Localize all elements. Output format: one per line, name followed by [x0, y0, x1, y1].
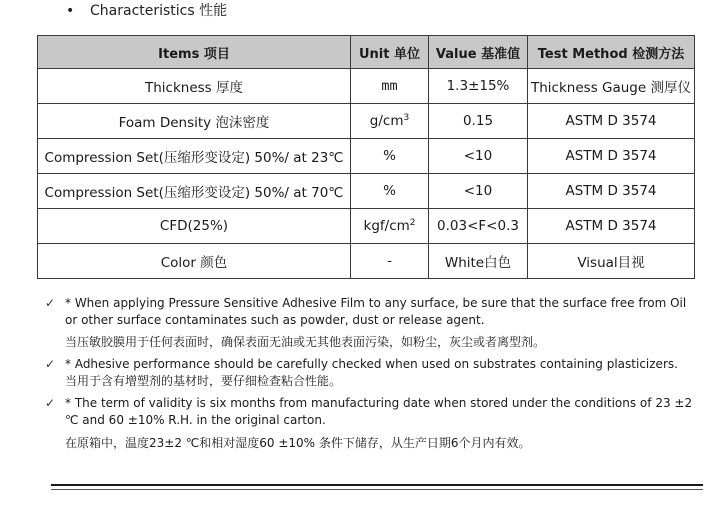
cell-value: 0.15 [429, 104, 528, 139]
section-heading [66, 1, 227, 21]
cell-item: Compression Set(压缩形变设定) 50%/ at 23℃ [38, 139, 351, 174]
cell-method: ASTM D 3574 [528, 174, 695, 209]
cell-item: Thickness 厚度 [38, 69, 351, 104]
cell-item: Compression Set(压缩形变设定) 50%/ at 70℃ [38, 174, 351, 209]
cell-unit: % [351, 174, 429, 209]
header-unit: Unit 单位 [351, 36, 429, 69]
table-header-row [38, 36, 695, 69]
header-test-method: Test Method 检测方法 [528, 36, 695, 69]
footer-divider-thin [51, 489, 703, 490]
cell-value: <10 [429, 139, 528, 174]
unit-superscript: 2 [409, 218, 416, 228]
table-row [38, 209, 695, 244]
cell-unit [351, 104, 429, 139]
cell-item: CFD(25%) [38, 209, 351, 244]
cell-method: ASTM D 3574 [528, 209, 695, 244]
cell-value: 1.3±15% [429, 69, 528, 104]
footer-divider [51, 484, 703, 486]
cell-method: ASTM D 3574 [528, 139, 695, 174]
table-row [38, 104, 695, 139]
cell-item: Foam Density 泡沫密度 [38, 104, 351, 139]
checkmark-icon: ✓ [45, 357, 56, 371]
note-chinese: 当用于含有增塑剂的基材时，要仔细检查粘合性能。 [65, 374, 342, 388]
cell-unit: - [351, 244, 429, 279]
cell-unit: % [351, 139, 429, 174]
cell-method: Thickness Gauge 测厚仪 [528, 69, 695, 104]
bullet-icon: • [66, 3, 75, 19]
notes-list [45, 295, 695, 452]
section-title: Characteristics 性能 [90, 3, 228, 19]
cell-value: White白色 [429, 244, 528, 279]
cell-method: ASTM D 3574 [528, 104, 695, 139]
note-english: * Adhesive performance should be carefully checked when used on substrates containing plasticizers. [65, 357, 678, 371]
cell-method: Visual目视 [528, 244, 695, 279]
note-english: * The term of validity is six months from manufacturing date when stored under the conditions of 23 ±2 ℃ and 60 ±10% R.H. in the original carton. [65, 396, 693, 427]
characteristics-table [37, 35, 695, 279]
checkmark-icon: ✓ [45, 296, 56, 310]
note-chinese: 在原箱中，温度23±2 ℃和相对湿度60 ±10% 条件下储存，从生产日期6个月内有效。 [65, 436, 531, 450]
table-row [38, 139, 695, 174]
note-item [45, 395, 695, 452]
table-row [38, 69, 695, 104]
note-english: * When applying Pressure Sensitive Adhesive Film to any surface, be sure that the surface free from Oil or other surface contaminates such as powder, dust or release agent. [65, 296, 687, 327]
cell-item: Color 颜色 [38, 244, 351, 279]
header-value: Value 基准值 [429, 36, 528, 69]
table-row [38, 174, 695, 209]
cell-value: 0.03<F<0.3 [429, 209, 528, 244]
unit-text: kgf/cm [363, 218, 410, 234]
header-items: Items 项目 [38, 36, 351, 69]
note-chinese: 当压敏胶膜用于任何表面时，确保表面无油或无其他表面污染，如粉尘，灰尘或者离型剂。 [65, 335, 546, 349]
cell-unit [351, 209, 429, 244]
note-item [45, 356, 695, 390]
unit-text: g/cm [369, 113, 404, 129]
table-row [38, 244, 695, 279]
unit-superscript: 3 [403, 113, 410, 123]
note-item [45, 295, 695, 351]
cell-unit: mm [351, 69, 429, 104]
cell-value: <10 [429, 174, 528, 209]
checkmark-icon: ✓ [45, 396, 56, 410]
